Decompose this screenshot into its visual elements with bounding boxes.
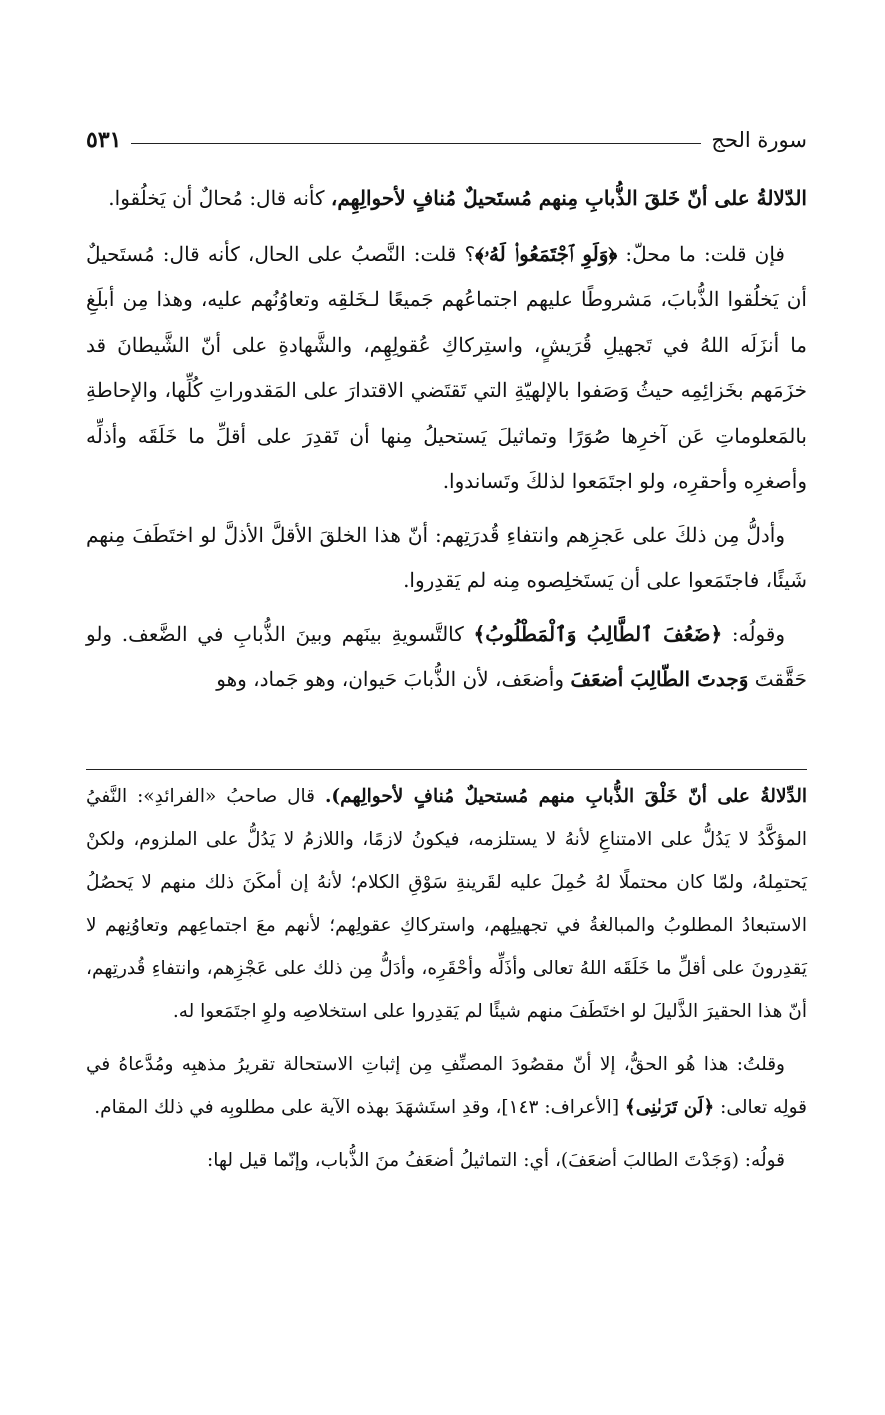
surah-title: سورة الحج	[711, 128, 807, 152]
quran-quote: ﴿لَن تَرَىٰنِى﴾	[624, 1097, 715, 1118]
note-paragraph-2: وقلتُ: هذا هُو الحقُّ، إلا أنّ مقصُودَ المصنِّفِ مِن إثباتِ الاستحالة تقريرُ مذهبِه ومُدَّعاهُ في قولِه تعالى: ﴿لَن تَرَىٰنِى﴾ [الأعراف: ١٤٣]، وقدِ استَشهَدَ بهذه الآية على مطلوبِه في ذلك المقام.	[86, 1054, 807, 1118]
footnote-divider	[86, 769, 807, 770]
commentary-bold-phrase: الدِّلالةُ على أنّ خَلْقَ الذُّبابِ منهم مُستحيلٌ مُنافٍ لأحوالِهم).	[324, 786, 807, 807]
note-paragraph-1: الدِّلالةُ على أنّ خَلْقَ الذُّبابِ منهم مُستحيلٌ مُنافٍ لأحوالِهم). قال صاحبُ «الفرائدِ»: النَّفيُ المؤكَّدُ لا يَدُلُّ على الامتناعِ لأنهُ لا يستلزمه، فيكونُ لازمًا، واللازمُ لا يَدُلُّ على الملزوم، ولكنْ يَحتمِلهُ، ولمّا كان محتملًا لهُ حُمِلَ عليه لقَرينةِ سَوْقِ الكلام؛ لأنهُ إن أمكَنَ ذلك منهم لا يَحصُلُ الاستبعادُ المطلوبُ والمبالغةُ في تجهيلِهم، واستركاكِ عقولِهم؛ لأنهم معَ اجتماعِهم وتعاوُنِهم لا يَقدِرونَ على أقلِّ ما خَلَقَه اللهُ تعالى وأذَلِّه وأحْقَرِه، وأدَلُّ مِن ذلك على عَجْزِهم، وانتفاءِ قُدرتِهم، أنّ هذا الحقيرَ الذَّليلَ لو اختَطَفَ منهم شيئًا لم يَقدِروا على استخلاصِه ولوِ اجتَمَعوا له.	[86, 786, 807, 1022]
main-paragraph-1: الدّلالةُ على أنّ خَلقَ الذُّبابِ مِنهم مُستَحيلٌ مُنافٍ لأحوالِهِم، كأنه قال: مُحالٌ أن يَخلُقوا.	[108, 186, 807, 210]
main-paragraph-2: فإن قلت: ما محلّ: ﴿وَلَوِ ٱجْتَمَعُوا۟ لَهُۥ﴾؟ قلت: النَّصبُ على الحال، كأنه قال: مُستَحيلٌ أن يَخلُقوا الذُّبابَ، مَشروطًا عليهم اجتماعُهم جَميعًا لـخَلقِه وتعاوُنُهم عليه، وهذا مِن أبلَغِ ما أنزَلَه اللهُ في تَجهيلِ قُرَيشٍ، واستِركاكِ عُقولِهِم، والشَّهادةِ على أنّ الشَّيطانَ قد خزَمَهم بخَزائِمِه حيثُ وَصَفوا بالإلهيّةِ التي تَقتَضي الاقتدارَ على المَقدوراتِ كُلِّها، والإحاطةِ بالمَعلوماتِ عَن آخرِها صُوَرًا وتماثيلَ يَستحيلُ مِنها أن تَقدِرَ على أقلِّ ما خَلَقَه وأذلِّه وأصغرِه وأحقرِه، ولو اجتَمَعوا لذلكَ وتَساندوا.	[86, 241, 807, 493]
commentary-bold-phrase: الدّلالةُ على أنّ خَلقَ الذُّبابِ مِنهم مُستَحيلٌ مُنافٍ لأحوالِهِم،	[330, 186, 807, 210]
quran-quote: ﴿وَلَوِ ٱجْتَمَعُوا۟ لَهُۥ﴾	[475, 241, 618, 266]
quran-quote: ﴿ضَعُفَ ٱلطَّالِبُ وَٱلْمَطْلُوبُ﴾	[473, 621, 723, 646]
verse-reference: [الأعراف: ١٤٣]	[501, 1097, 625, 1118]
commentary-bold-phrase: وَجدتَ الطّالِبَ أضعَفَ	[570, 667, 749, 691]
page-header	[86, 118, 807, 162]
header-rule	[131, 143, 701, 144]
main-paragraph-4: وقولُه: ﴿ضَعُفَ ٱلطَّالِبُ وَٱلْمَطْلُوبُ﴾ كالتَّسويةِ بينَهم وبينَ الذُّبابِ في الضَّعف. ولو حَقَّقتَ وَجدتَ الطّالِبَ أضعَفَ وأضعَف، لأن الذُّبابَ حَيوان، وهو جَماد، وهو	[86, 621, 807, 691]
note-paragraph-3: قولُه: (وَجَدْتَ الطالبَ أضعَفَ)، أي: التماثيلُ أضعَفُ منَ الذُّباب، وإنّما قيل لها:	[207, 1150, 785, 1171]
commentary-notes	[86, 775, 807, 1192]
page-number: ٥٣١	[86, 127, 122, 153]
main-paragraph-3: وأدلُّ مِن ذلكَ على عَجزِهم وانتفاءِ قُدرَتِهم: أنّ هذا الخلقَ الأقلَّ الأذلَّ لو اختَطَفَ مِنهم شَيئًا، فاجتَمَعوا على أن يَستَخلِصوه مِنه لم يَقدِروا.	[86, 522, 807, 592]
main-text	[86, 176, 807, 711]
